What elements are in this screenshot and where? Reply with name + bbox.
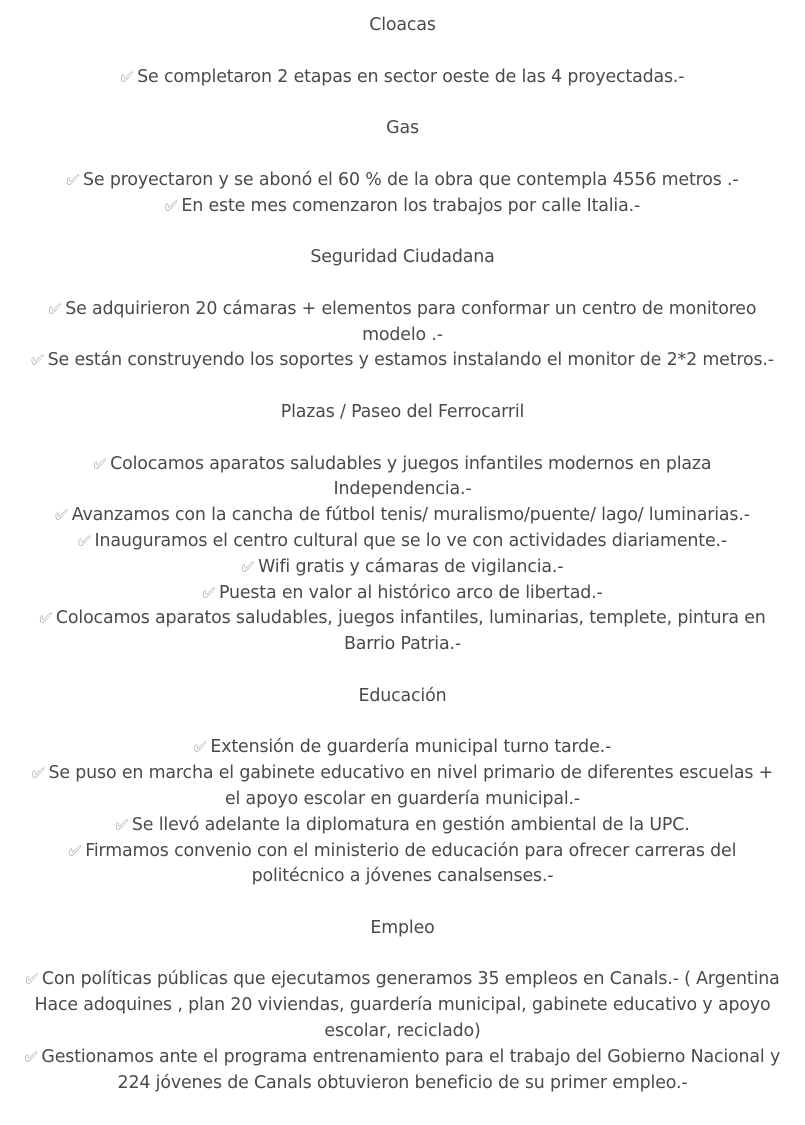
section-3 bbox=[24, 400, 781, 684]
list-item-text: Se llevó adelante la diplomatura en gestión ambiental de la UPC. bbox=[131, 814, 690, 835]
list-item bbox=[24, 839, 781, 891]
list-item-text: Con políticas públicas que ejecutamos generamos 35 empleos en Canals.- ( Argentina Hace adoquines , plan 20 viviendas, guardería municipal, gabinete educativo y apoyo escolar, reciclado) bbox=[34, 969, 780, 1042]
spacer bbox=[24, 219, 781, 245]
section-title: Seguridad Ciudadana bbox=[310, 247, 495, 268]
check-mark-icon: ✅︎ bbox=[202, 583, 215, 602]
section-title: Educación bbox=[358, 685, 447, 706]
list-item-text: Extensión de guardería municipal turno tarde.- bbox=[210, 737, 612, 758]
spacer bbox=[24, 39, 781, 65]
check-mark-icon: ✅︎ bbox=[55, 506, 68, 525]
check-mark-icon: ✅︎ bbox=[78, 531, 91, 550]
list-item bbox=[24, 168, 781, 194]
spacer bbox=[24, 426, 781, 452]
section-0 bbox=[24, 13, 781, 116]
list-item-text: Se adquirieron 20 cámaras + elementos para conformar un centro de monitoreo modelo .- bbox=[65, 298, 757, 345]
check-mark-icon: ✅︎ bbox=[68, 841, 82, 860]
list-item-text: Se completaron 2 etapas en sector oeste de las 4 proyectadas.- bbox=[137, 66, 685, 87]
list-item bbox=[24, 606, 781, 658]
list-item-text: Se puso en marcha el gabinete educativo en nivel primario de diferentes escuelas + el apoyo escolar en guardería municipal.- bbox=[48, 763, 774, 809]
spacer bbox=[24, 658, 781, 684]
section-4 bbox=[24, 684, 781, 916]
section-items bbox=[24, 735, 781, 890]
list-item-text: Se proyectaron y se abonó el 60 % de la obra que contempla 4556 metros .- bbox=[83, 169, 739, 190]
check-mark-icon: ✅︎ bbox=[164, 196, 178, 215]
list-item bbox=[24, 503, 781, 529]
spacer bbox=[24, 90, 781, 116]
check-mark-icon: ✅︎ bbox=[193, 738, 207, 757]
list-item bbox=[24, 348, 781, 374]
section-title: Gas bbox=[386, 118, 419, 139]
list-item-text: Puesta en valor al histórico arco de libertad.- bbox=[218, 582, 603, 603]
section-title: Plazas / Paseo del Ferrocarril bbox=[280, 401, 525, 422]
section-items bbox=[24, 967, 781, 1096]
section-items bbox=[24, 297, 781, 374]
section-items bbox=[24, 452, 781, 658]
list-item-text: Wifi gratis y cámaras de vigilancia.- bbox=[258, 556, 564, 577]
section-2 bbox=[24, 245, 781, 400]
check-mark-icon: ✅︎ bbox=[24, 1047, 38, 1066]
check-mark-icon: ✅︎ bbox=[39, 609, 52, 628]
section-5 bbox=[24, 916, 781, 1097]
list-item bbox=[24, 555, 781, 581]
check-mark-icon: ✅︎ bbox=[31, 764, 45, 783]
section-title: Cloacas bbox=[369, 15, 436, 35]
spacer bbox=[24, 890, 781, 916]
check-mark-icon: ✅︎ bbox=[31, 351, 44, 370]
list-item-text: Inauguramos el centro cultural que se lo ve con actividades diariamente.- bbox=[94, 530, 727, 551]
list-item bbox=[24, 1045, 781, 1097]
list-item-text: Colocamos aparatos saludables, juegos infantiles, luminarias, templete, pintura en Barrio Patria.- bbox=[55, 608, 766, 655]
list-item bbox=[24, 194, 781, 220]
list-item-text: Se están construyendo los soportes y estamos instalando el monitor de 2*2 metros.- bbox=[47, 350, 774, 371]
list-item bbox=[24, 529, 781, 555]
list-item-text: Avanzamos con la cancha de fútbol tenis/ muralismo/puente/ lago/ luminarias.- bbox=[71, 505, 750, 526]
check-mark-icon: ✅︎ bbox=[241, 557, 255, 576]
list-item-text: Colocamos aparatos saludables y juegos infantiles modernos en plaza Independencia.- bbox=[110, 453, 712, 500]
list-item-text: Gestionamos ante el programa entrenamiento para el trabajo del Gobierno Nacional y 224 jóvenes de Canals obtuvieron beneficio de su primer empleo.- bbox=[41, 1046, 781, 1093]
list-item bbox=[24, 813, 781, 839]
list-item bbox=[24, 735, 781, 761]
spacer bbox=[24, 942, 781, 968]
list-item-text: En este mes comenzaron los trabajos por calle Italia.- bbox=[181, 195, 641, 216]
list-item-text: Firmamos convenio con el ministerio de educación para ofrecer carreras del politécnico a jóvenes canalsenses.- bbox=[85, 840, 737, 887]
list-item bbox=[24, 581, 781, 607]
list-item bbox=[24, 967, 781, 1044]
spacer bbox=[24, 142, 781, 168]
check-mark-icon: ✅︎ bbox=[120, 67, 134, 86]
check-mark-icon: ✅︎ bbox=[25, 970, 38, 989]
spacer bbox=[24, 271, 781, 297]
check-mark-icon: ✅︎ bbox=[66, 170, 80, 189]
check-mark-icon: ✅︎ bbox=[48, 299, 62, 318]
list-item bbox=[24, 297, 781, 349]
section-title: Empleo bbox=[370, 917, 435, 938]
section-1 bbox=[24, 116, 781, 245]
section-items bbox=[24, 65, 781, 91]
check-mark-icon: ✅︎ bbox=[93, 454, 107, 473]
spacer bbox=[24, 374, 781, 400]
spacer bbox=[24, 710, 781, 736]
check-mark-icon: ✅︎ bbox=[115, 815, 128, 834]
list-item bbox=[24, 761, 781, 813]
section-items bbox=[24, 168, 781, 220]
list-item bbox=[24, 65, 781, 91]
list-item bbox=[24, 452, 781, 504]
